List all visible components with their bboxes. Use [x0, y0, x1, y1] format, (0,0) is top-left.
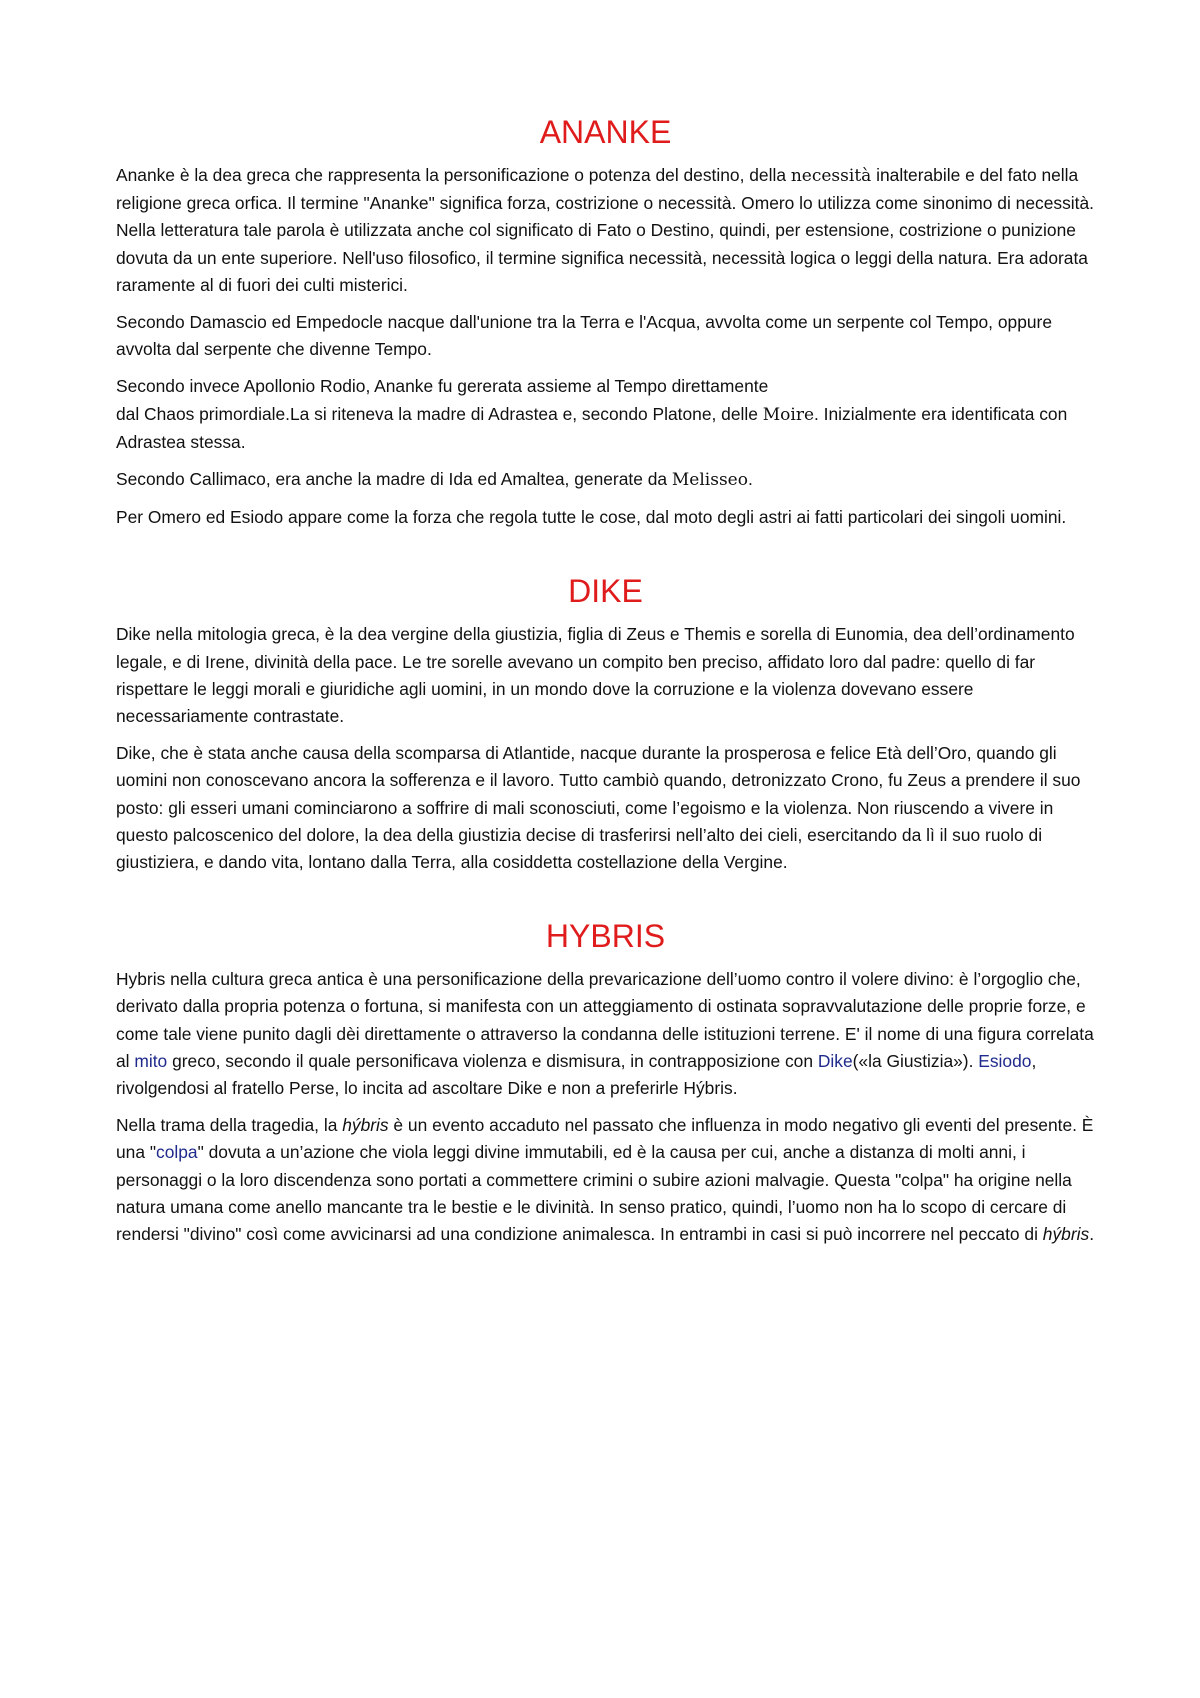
hybris-paragraph-2 [116, 1112, 1095, 1248]
ananke-paragraph-4 [116, 466, 1095, 494]
text-run: Ananke è la dea greca che rappresenta la personificazione o potenza del destino, della [116, 165, 791, 185]
dike-paragraph-2: Dike, che è stata anche causa della scomparsa di Atlantide, nacque durante la prosperosa e felice Età dell’Oro, quando gli uomini non conoscevano ancora la sofferenza e il lavoro. Tutto cambiò quando, detronizzato Crono, fu Zeus a prendere il suo posto: gli esseri umani cominciarono a soffrire di mali sconosciuti, come l’egoismo e la violenza. Non riuscendo a vivere in questo palcoscenico del dolore, la dea della giustizia decise di trasferirsi nell’alto dei cieli, esercitando da lì il suo ruolo di giustiziera, e dando vita, lontano dalla Terra, alla cosiddetta costellazione della Vergine. [116, 743, 1081, 873]
ananke-paragraph-2: Secondo Damascio ed Empedocle nacque dall'unione tra la Terra e l'Acqua, avvolta come un serpente col Tempo, oppure avvolta dal serpente che divenne Tempo. [116, 312, 1053, 360]
text-run: Moire [762, 404, 814, 425]
ananke-paragraph-5: Per Omero ed Esiodo appare come la forza che regola tutte le cose, dal moto degli astri ai fatti particolari dei singoli uomini. [116, 507, 1067, 528]
link-dike[interactable]: Dike [817, 1050, 853, 1071]
hybris-paragraph-1 [116, 966, 1095, 1102]
text-run: , rivolgendosi al fratello Perse, lo incita ad ascoltare Dike e non a preferirle Hýbris. [116, 1050, 1037, 1099]
section-title-dike: DIKE [568, 573, 643, 610]
text-run: necessità [790, 166, 872, 186]
section-ananke [116, 112, 1095, 531]
text-run: Nella trama della tragedia, la [116, 1115, 343, 1136]
link-colpa[interactable]: colpa [156, 1142, 198, 1163]
section-title-hybris: HYBRIS [545, 918, 666, 955]
text-run: Hybris nella cultura greca antica è una personificazione della prevaricazione dell’uomo contro il volere divino: è l’orgoglio che, derivato dalla propria potenza o fortuna, si manifesta con un atteggiamento di ostinata sopravvalutazione delle proprie forze, e come tale viene punito dagli dèi direttamente o attraverso la condanna delle istituzioni terrene. E' il nome di una figura correlata al [116, 969, 1094, 1071]
text-run: . [747, 469, 753, 490]
text-run: " dovuta a un’azione che viola leggi divine immutabili, ed è la causa per cui, anche a distanza di molti anni, i personaggi o la loro discendenza sono portati a commettere crimini o subire azioni malvagie. Questa "colpa" ha origine nella natura umana come anello mancante tra le bestie e le divinità. In senso pratico, quindi, l’uomo non ha lo scopo di cercare di rendersi "divino" così come avvicinarsi ad una condizione animalesca. In entrambi in casi si può incorrere nel peccato di [116, 1142, 1072, 1245]
dike-paragraph-1: Dike nella mitologia greca, è la dea vergine della giustizia, figlia di Zeus e Themis e sorella di Eunomia, dea dell’ordinamento legale, e di Irene, divinità della pace. Le tre sorelle avevano un compito ben preciso, affidato loro dal padre: quello di far rispettare le leggi morali e giuridiche agli uomini, in un mondo dove la corruzione e la violenza dovevano essere necessariamente contrastate. [116, 624, 1075, 727]
text-run: hýbris [342, 1115, 389, 1136]
section-hybris [116, 916, 1095, 1248]
text-run: è un evento accaduto nel passato che influenza in modo negativo gli eventi del presente. È una " [116, 1115, 1094, 1163]
text-run: inalterabile e del fato nella religione greca orfica. Il termine "Ananke" significa forza, costrizione o necessità. Omero lo utilizza come sinonimo di necessità. Nella letteratura tale parola è utilizzata anche col significato di Fato o Destino, quindi, per estensione, costrizione o punizione dovuta da un ente superiore. Nell'uso filosofico, il termine significa necessità, necessità logica o leggi della natura. Era adorata raramente al di fuori dei culti misterici. [116, 165, 1094, 295]
section-title-ananke: ANANKE [539, 114, 672, 150]
text-run: dal Chaos primordiale.La si riteneva la madre di Adrastea e, secondo Platone, delle [116, 403, 763, 424]
link-mito[interactable]: mito [134, 1050, 168, 1071]
ananke-paragraph-3 [116, 373, 1095, 456]
text-run: («la Giustizia»). [852, 1050, 979, 1071]
text-run: . Inizialmente era identificata con Adrastea stessa. [116, 403, 1068, 452]
text-run: . [1089, 1224, 1095, 1245]
section-dike [116, 571, 1095, 876]
link-esiodo[interactable]: Esiodo [978, 1050, 1032, 1071]
text-run: Secondo Callimaco, era anche la madre di Ida ed Amaltea, generate da [116, 469, 672, 490]
text-run: hýbris [1042, 1224, 1090, 1245]
text-run: Melisseo [671, 470, 748, 491]
text-run: Secondo invece Apollonio Rodio, Ananke fu gererata assieme al Tempo direttamente [116, 376, 769, 397]
ananke-paragraph-1 [116, 162, 1095, 299]
text-run: greco, secondo il quale personificava violenza e dismisura, in contrapposizione con [167, 1050, 818, 1071]
